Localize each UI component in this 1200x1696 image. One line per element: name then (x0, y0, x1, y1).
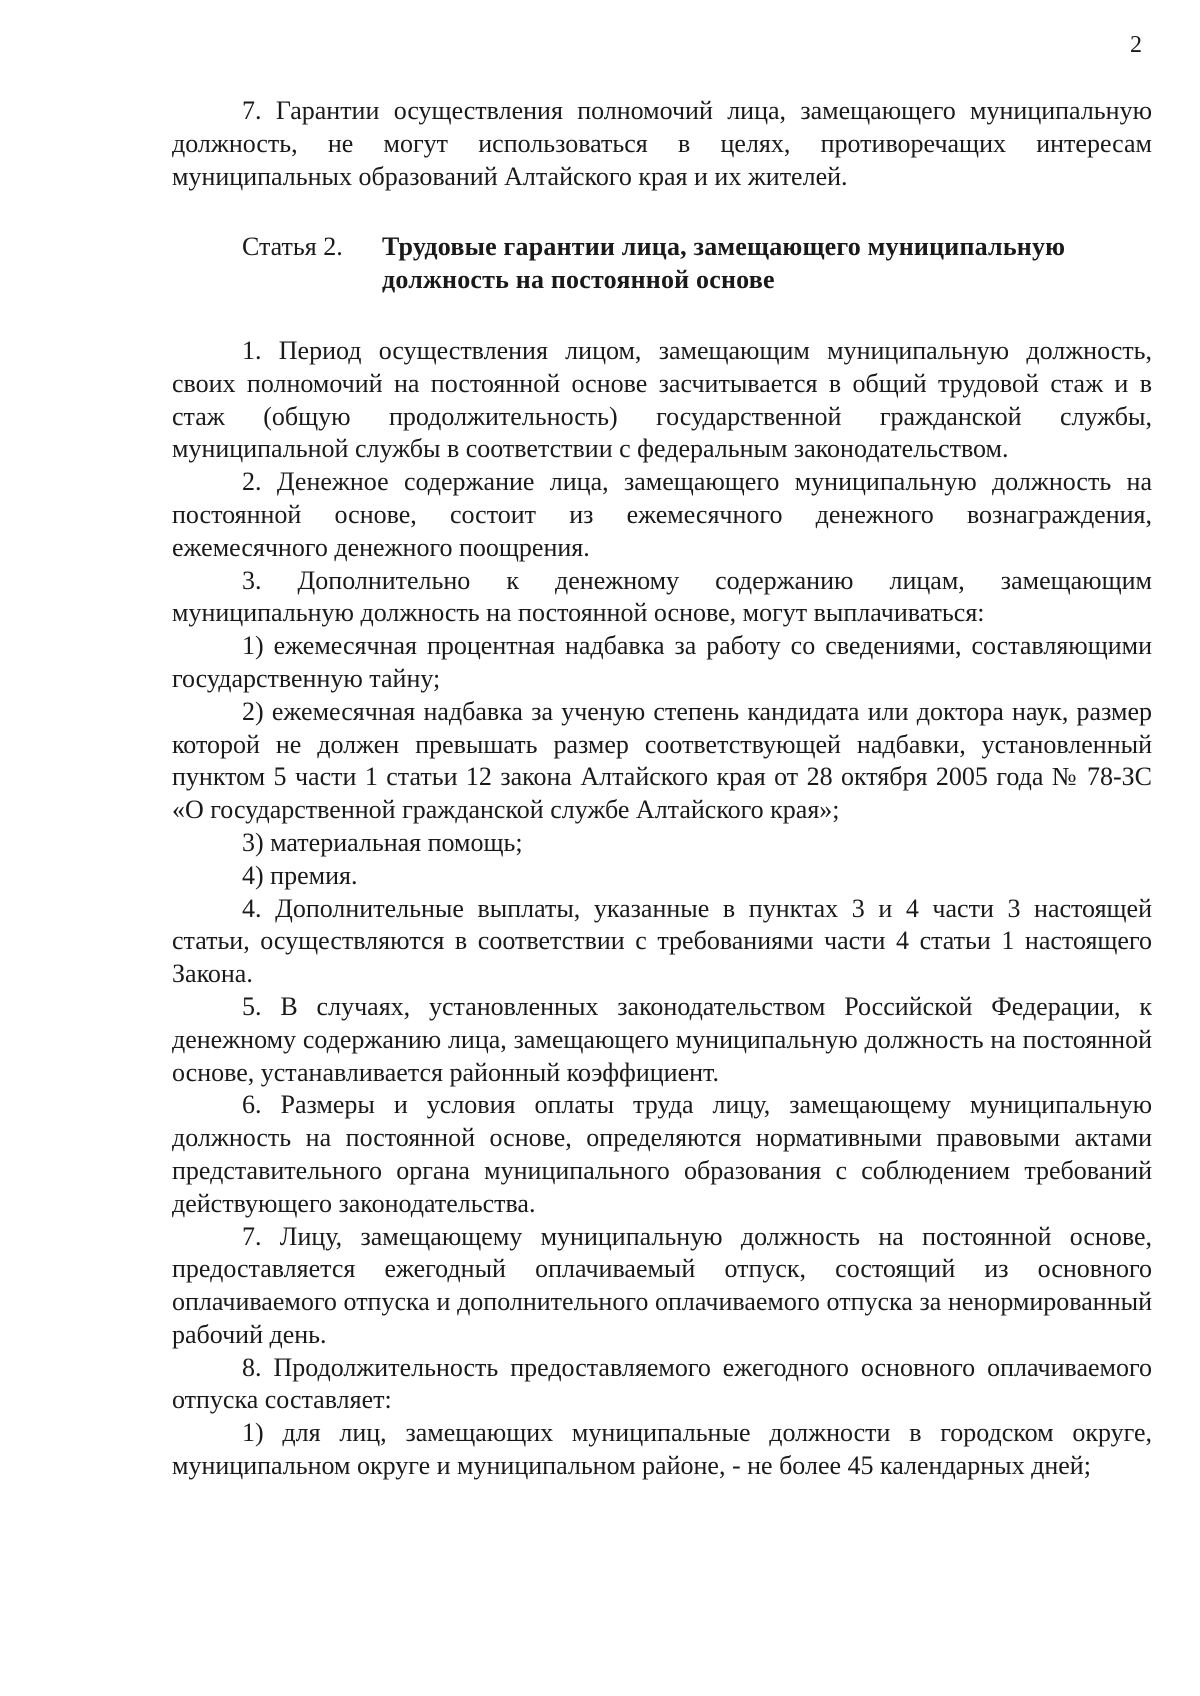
paragraph-8: 8. Продолжительность предоставляемого ежегодного основного оплачиваемого отпуска составляет: (172, 1352, 1152, 1415)
intro-paragraph: 7. Гарантии осуществления полномочий лица, замещающего муниципальную должность, не могут использоваться в целях, противоречащих интересам муниципальных образований Алтайского края и их жителей. (172, 96, 1152, 191)
subitem-3-3: 3) материальная помощь; (242, 827, 523, 857)
document-body (172, 95, 1152, 1483)
page-number: 2 (1130, 32, 1142, 58)
subitem-3-2: 2) ежемесячная надбавка за ученую степень кандидата или доктора наук, размер которой не должен превышать размер соответствующей надбавки, установленный пунктом 5 части 1 статьи 12 закона Алтайского края от 28 октября 2005 года № 78-ЗС «О государственной гражданской службе Алтайского края»; (172, 696, 1152, 825)
paragraph-2: 2. Денежное содержание лица, замещающего муниципальную должность на постоянной основе, состоит из ежемесячного денежного вознаграждения, ежемесячного денежного поощрения. (172, 467, 1152, 562)
article-heading (172, 231, 1152, 297)
paragraph-7: 7. Лицу, замещающему муниципальную должность на постоянной основе, предоставляется ежегодный оплачиваемый отпуск, состоящий из основного оплачиваемого отпуска и дополнительного оплачиваемого отпуска за ненормированный рабочий день. (172, 1221, 1152, 1349)
article-title: Трудовые гарантии лица, замещающего муниципальную должность на постоянной основе (382, 232, 1066, 295)
paragraph-5: 5. В случаях, установленных законодательством Российской Федерации, к денежному содержанию лица, замещающего муниципальную должность на постоянной основе, устанавливается районный коэффициент. (172, 991, 1152, 1087)
article-label: Статья 2. (242, 232, 343, 262)
subitem-3-4: 4) премия. (242, 860, 358, 890)
paragraph-1: 1. Период осуществления лицом, замещающим муниципальную должность, своих полномочий на постоянной основе засчитывается в общий трудовой стаж и в стаж (общую продолжительность) государственной гражданской службы, муниципальной службы в соответствии с федеральным законодательством. (172, 335, 1152, 464)
paragraph-3: 3. Дополнительно к денежному содержанию лицам, замещающим муниципальную должность на постоянной основе, могут выплачиваться: (172, 565, 1152, 628)
subitem-3-1: 1) ежемесячная процентная надбавка за работу со сведениями, составляющими государственную тайну; (172, 631, 1152, 693)
paragraph-4: 4. Дополнительные выплаты, указанные в пунктах 3 и 4 части 3 настоящей статьи, осуществляются в соответствии с требованиями части 4 статьи 1 настоящего Закона. (172, 893, 1152, 989)
subitem-8-1: 1) для лиц, замещающих муниципальные должности в городском округе, муниципальном округе и муниципальном районе, - не более 45 календарных дней; (172, 1418, 1152, 1481)
paragraph-6: 6. Размеры и условия оплаты труда лицу, замещающему муниципальную должность на постоянной основе, определяются нормативными правовыми актами представительного органа муниципального образования с соблюдением требований действующего законодательства. (172, 1090, 1152, 1218)
